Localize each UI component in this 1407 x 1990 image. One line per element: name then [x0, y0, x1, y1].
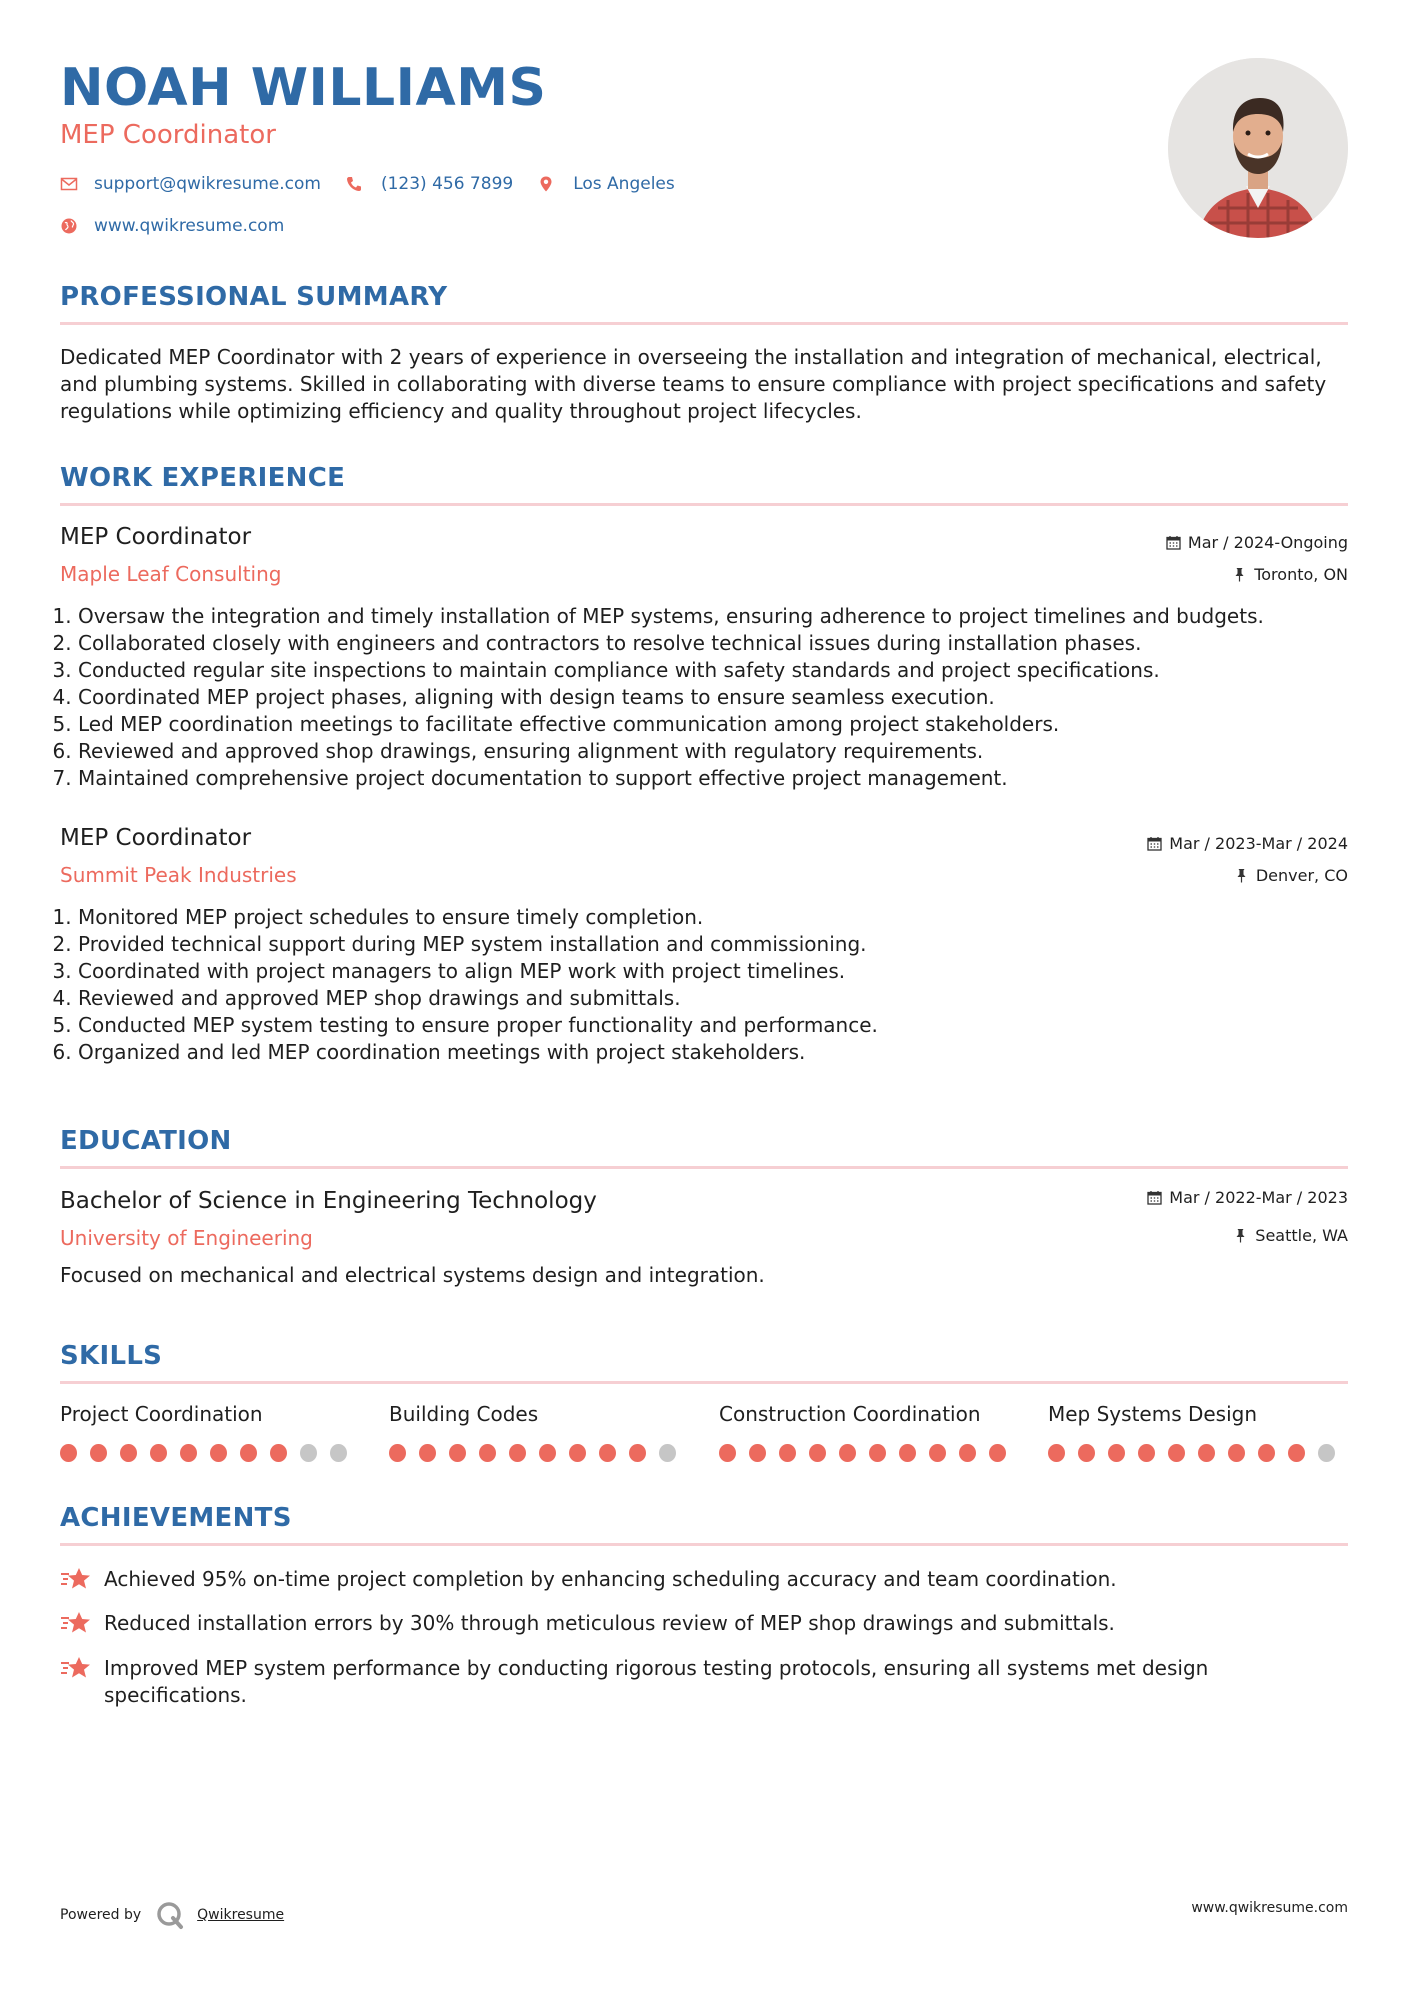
achievement-3 [60, 1655, 1348, 1709]
rating-dot-filled [599, 1444, 616, 1462]
rating-dot-empty [330, 1444, 347, 1462]
phone-text[interactable]: (123) 456 7899 [380, 174, 514, 194]
skill-project-coordination [60, 1402, 360, 1462]
job-2-location-text: Denver, CO [1255, 866, 1348, 885]
globe-icon [60, 217, 78, 235]
achievements-heading: ACHIEVEMENTS [60, 1503, 292, 1533]
skill-rating [1048, 1444, 1348, 1462]
job-1-company: Maple Leaf Consulting [60, 562, 282, 586]
rating-dot-filled [629, 1444, 646, 1462]
rating-dot-filled [60, 1444, 77, 1462]
rating-dot-filled [180, 1444, 197, 1462]
list-item: 2. Provided technical support during MEP system installation and commissioning. [78, 931, 1378, 958]
rating-dot-filled [509, 1444, 526, 1462]
skill-rating [719, 1444, 1019, 1462]
contact-website[interactable] [60, 216, 284, 236]
star-icon [60, 1566, 92, 1592]
job-2-bullets [52, 904, 1378, 1066]
calendar-icon [1147, 836, 1162, 851]
rating-dot-filled [270, 1444, 287, 1462]
rating-dot-filled [569, 1444, 586, 1462]
rating-dot-filled [1258, 1444, 1275, 1462]
skill-construction-coordination [719, 1402, 1019, 1462]
job-2-dates [1147, 834, 1348, 853]
rating-dot-filled [899, 1444, 916, 1462]
envelope-icon [60, 175, 78, 193]
skills-divider [60, 1381, 1348, 1384]
education-school: University of Engineering [60, 1226, 313, 1250]
rating-dot-filled [240, 1444, 257, 1462]
pushpin-icon [1234, 868, 1249, 883]
list-item: 4. Coordinated MEP project phases, aligning with design teams to ensure seamless execution. [78, 684, 1378, 711]
contact-email[interactable] [60, 174, 321, 194]
rating-dot-empty [1318, 1444, 1335, 1462]
calendar-icon [1147, 1190, 1162, 1205]
rating-dot-filled [1228, 1444, 1245, 1462]
experience-heading: WORK EXPERIENCE [60, 463, 346, 493]
profile-photo-illustration [1168, 58, 1348, 238]
achievement-1 [60, 1566, 1348, 1593]
brand-link[interactable]: Qwikresume [197, 1907, 285, 1923]
education-description: Focused on mechanical and electrical systems design and integration. [60, 1263, 765, 1287]
rating-dot-filled [1288, 1444, 1305, 1462]
candidate-role: MEP Coordinator [60, 120, 276, 150]
education-divider [60, 1166, 1348, 1169]
pushpin-icon [1232, 567, 1247, 582]
rating-dot-filled [809, 1444, 826, 1462]
skill-rating [60, 1444, 360, 1462]
profile-photo [1168, 58, 1348, 238]
rating-dot-empty [659, 1444, 676, 1462]
skill-name: Project Coordination [60, 1402, 263, 1426]
education-dates [1147, 1188, 1348, 1207]
job-1-title: MEP Coordinator [60, 524, 252, 550]
contact-row-2 [60, 216, 308, 236]
contact-row-1 [60, 174, 699, 194]
rating-dot-filled [1048, 1444, 1065, 1462]
achievement-text: Reduced installation errors by 30% through meticulous review of MEP shop drawings and submittals. [104, 1611, 1115, 1635]
skill-mep-systems-design [1048, 1402, 1348, 1462]
rating-dot-filled [90, 1444, 107, 1462]
education-degree: Bachelor of Science in Engineering Technology [60, 1188, 597, 1214]
list-item: 1. Monitored MEP project schedules to ensure timely completion. [78, 904, 1378, 931]
star-icon [60, 1610, 92, 1636]
education-location-text: Seattle, WA [1255, 1226, 1348, 1245]
footer-powered [60, 1900, 284, 1930]
rating-dot-filled [1138, 1444, 1155, 1462]
phone-icon [345, 175, 363, 193]
skill-name: Construction Coordination [719, 1402, 981, 1426]
rating-dot-filled [150, 1444, 167, 1462]
rating-dot-filled [479, 1444, 496, 1462]
rating-dot-filled [1108, 1444, 1125, 1462]
education-dates-text: Mar / 2022-Mar / 2023 [1169, 1188, 1348, 1207]
rating-dot-filled [749, 1444, 766, 1462]
job-1-bullets [52, 603, 1378, 792]
achievement-text: Improved MEP system performance by conducting rigorous testing protocols, ensuring all systems met design specifications. [104, 1656, 1209, 1707]
experience-divider [60, 503, 1348, 506]
location-text: Los Angeles [573, 174, 675, 194]
powered-by-label: Powered by [60, 1907, 142, 1923]
rating-dot-filled [719, 1444, 736, 1462]
job-1-location-text: Toronto, ON [1254, 565, 1348, 584]
education-heading: EDUCATION [60, 1126, 232, 1156]
job-1-location [1232, 565, 1348, 584]
list-item: 3. Coordinated with project managers to align MEP work with project timelines. [78, 958, 1378, 985]
qwikresume-logo-icon [155, 1900, 185, 1930]
rating-dot-empty [300, 1444, 317, 1462]
rating-dot-filled [839, 1444, 856, 1462]
rating-dot-filled [210, 1444, 227, 1462]
job-1-dates-text: Mar / 2024-Ongoing [1187, 533, 1348, 552]
list-item: 5. Led MEP coordination meetings to facilitate effective communication among project stakeholders. [78, 711, 1378, 738]
summary-heading: PROFESSIONAL SUMMARY [60, 282, 448, 312]
rating-dot-filled [869, 1444, 886, 1462]
rating-dot-filled [989, 1444, 1006, 1462]
achievement-text: Achieved 95% on-time project completion by enhancing scheduling accuracy and team coordination. [104, 1567, 1117, 1591]
footer-website[interactable]: www.qwikresume.com [1191, 1900, 1348, 1916]
job-2-location [1234, 866, 1348, 885]
calendar-icon [1166, 535, 1181, 550]
summary-divider [60, 322, 1348, 325]
contact-location [537, 174, 675, 194]
list-item: 6. Organized and led MEP coordination meetings with project stakeholders. [78, 1039, 1378, 1066]
map-pin-icon [537, 175, 555, 193]
achievements-divider [60, 1543, 1348, 1546]
rating-dot-filled [449, 1444, 466, 1462]
job-1-dates [1166, 533, 1348, 552]
rating-dot-filled [539, 1444, 556, 1462]
list-item: 5. Conducted MEP system testing to ensure proper functionality and performance. [78, 1012, 1378, 1039]
skill-name: Mep Systems Design [1048, 1402, 1258, 1426]
skill-building-codes [389, 1402, 689, 1462]
list-item: 2. Collaborated closely with engineers and contractors to resolve technical issues during installation phases. [78, 630, 1378, 657]
achievement-2 [60, 1610, 1348, 1637]
candidate-name: NOAH WILLIAMS [60, 58, 547, 118]
job-2-title: MEP Coordinator [60, 825, 252, 851]
job-2-company: Summit Peak Industries [60, 863, 297, 887]
list-item: 7. Maintained comprehensive project documentation to support effective project management. [78, 765, 1378, 792]
summary-text: Dedicated MEP Coordinator with 2 years of experience in overseeing the installation and integration of mechanical, electrical, and plumbing systems. Skilled in collaborating with diverse teams to ensure compliance with project specifications and safety regulations while optimizing efficiency and quality throughout project lifecycles. [60, 345, 1327, 423]
website-text[interactable]: www.qwikresume.com [94, 216, 285, 236]
rating-dot-filled [389, 1444, 406, 1462]
list-item: 4. Reviewed and approved MEP shop drawings and submittals. [78, 985, 1378, 1012]
education-location [1233, 1226, 1348, 1245]
rating-dot-filled [1198, 1444, 1215, 1462]
skill-name: Building Codes [389, 1402, 539, 1426]
skills-heading: SKILLS [60, 1341, 163, 1371]
rating-dot-filled [779, 1444, 796, 1462]
list-item: 1. Oversaw the integration and timely installation of MEP systems, ensuring adherence to project timelines and budgets. [78, 603, 1378, 630]
star-icon [60, 1655, 92, 1681]
rating-dot-filled [419, 1444, 436, 1462]
list-item: 6. Reviewed and approved shop drawings, ensuring alignment with regulatory requirements. [78, 738, 1378, 765]
skill-rating [389, 1444, 689, 1462]
email-text[interactable]: support@qwikresume.com [94, 174, 321, 194]
rating-dot-filled [1078, 1444, 1095, 1462]
rating-dot-filled [1168, 1444, 1185, 1462]
job-2-dates-text: Mar / 2023-Mar / 2024 [1169, 834, 1348, 853]
pushpin-icon [1233, 1228, 1248, 1243]
list-item: 3. Conducted regular site inspections to maintain compliance with safety standards and project specifications. [78, 657, 1378, 684]
rating-dot-filled [120, 1444, 137, 1462]
rating-dot-filled [959, 1444, 976, 1462]
rating-dot-filled [929, 1444, 946, 1462]
contact-phone[interactable] [345, 174, 513, 194]
